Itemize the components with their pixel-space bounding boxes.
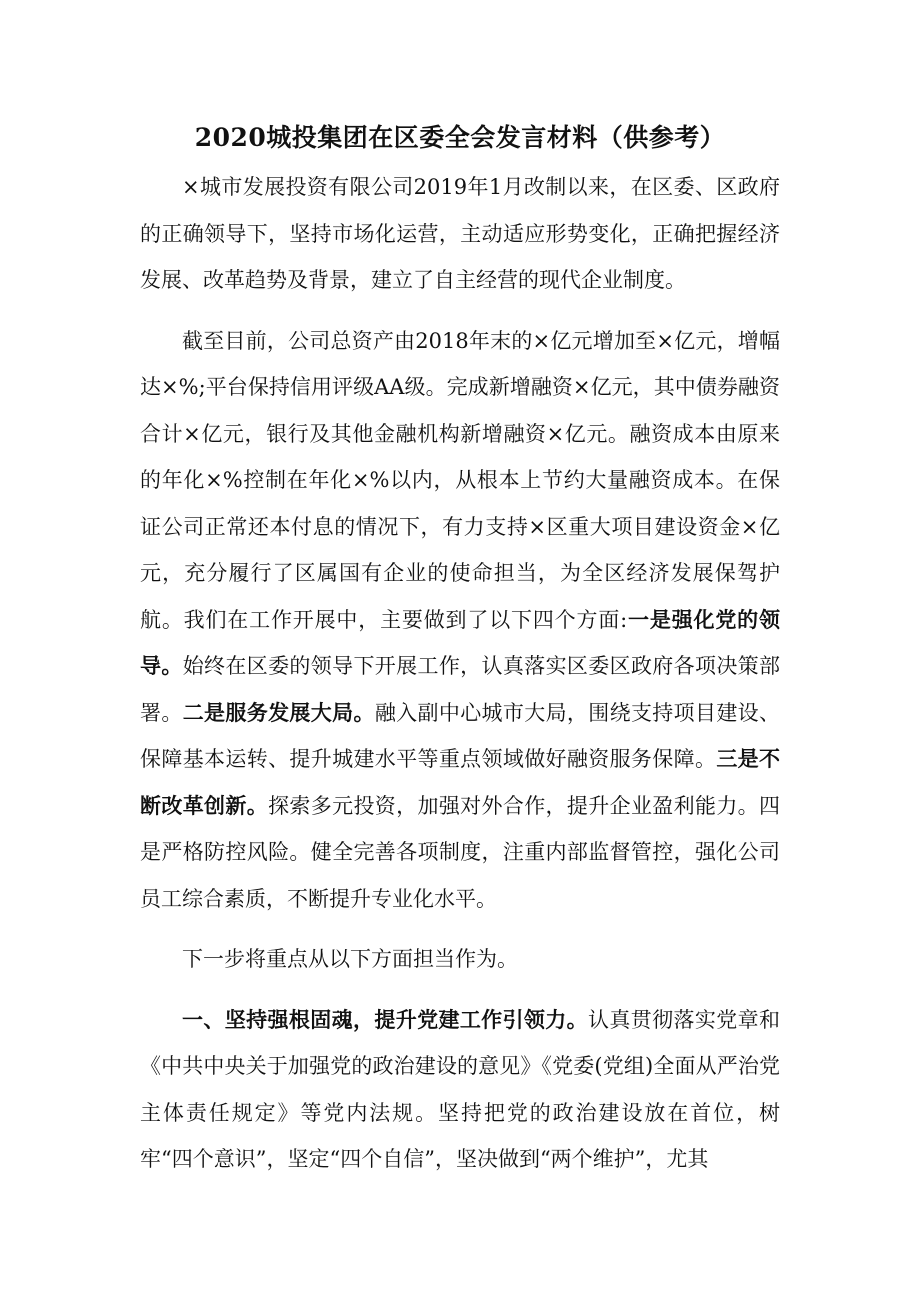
paragraph-intro (140, 164, 780, 304)
document-title: 2020城投集团在区委全会发言材料（供参考） (194, 123, 726, 152)
document-body (140, 164, 780, 1183)
section-heading: 一、坚持强根固魂，提升党建工作引领力。 (182, 1006, 589, 1032)
bold-heading: 三是不断改革创新。 (140, 746, 781, 818)
paragraph-text: 融入副中心城市大局，围绕支持项目建设、保障基本运转、提升城建水平等重点领域做好融资服务保障。 (140, 700, 781, 771)
bold-heading: 一是强化党的领导。 (140, 606, 781, 678)
paragraph-text: 下一步将重点从以下方面担当作为。 (182, 947, 518, 971)
paragraph-text: 截至目前，公司总资产由2018年末的×亿元增加至×亿元，增幅达×%;平台保持信用评级AA级。完成新增融资×亿元，其中债券融资合计×亿元，银行及其他金融机构新增融资×亿元。融资成本由原来的年化×%控制在年化×%以内，从根本上节约大量融资成本。在保证公司正常还本付息的情况下，有力支持×区重大项目建设资金×亿元，充分履行了区属国有企业的使命担当，为全区经济发展保驾护航。我们在工作开展中，主要做到了以下四个方面: (140, 328, 780, 632)
bold-heading: 二是服务发展大局。 (182, 699, 375, 725)
paragraph-text: 认真贯彻落实党章和《中共中央关于加强党的政治建设的意见》《党委(党组)全面从严治党主体责任规定》等党内法规。坚持把党的政治建设放在首位，树牢“四个意识”，坚定“四个自信”，坚决做到“两个维护”，尤其 (140, 1007, 781, 1171)
paragraph-text: 探索多元投资，加强对外合作，提升企业盈利能力。四是严格防控风险。健全完善各项制度，注重内部监督管控，强化公司员工综合素质，不断提升专业化水平。 (140, 793, 781, 911)
paragraph-section-one (140, 997, 780, 1183)
paragraph-achievements (140, 318, 780, 923)
paragraph-text: ×城市发展投资有限公司2019年1月改制以来，在区委、区政府的正确领导下，坚持市场化运营，主动适应形势变化，正确把握经济发展、改革趋势及背景，建立了自主经营的现代企业制度。 (140, 175, 780, 292)
paragraph-text: 始终在区委的领导下开展工作，认真落实区委区政府各项决策部署。 (140, 654, 781, 725)
paragraph-next-steps (140, 936, 780, 983)
